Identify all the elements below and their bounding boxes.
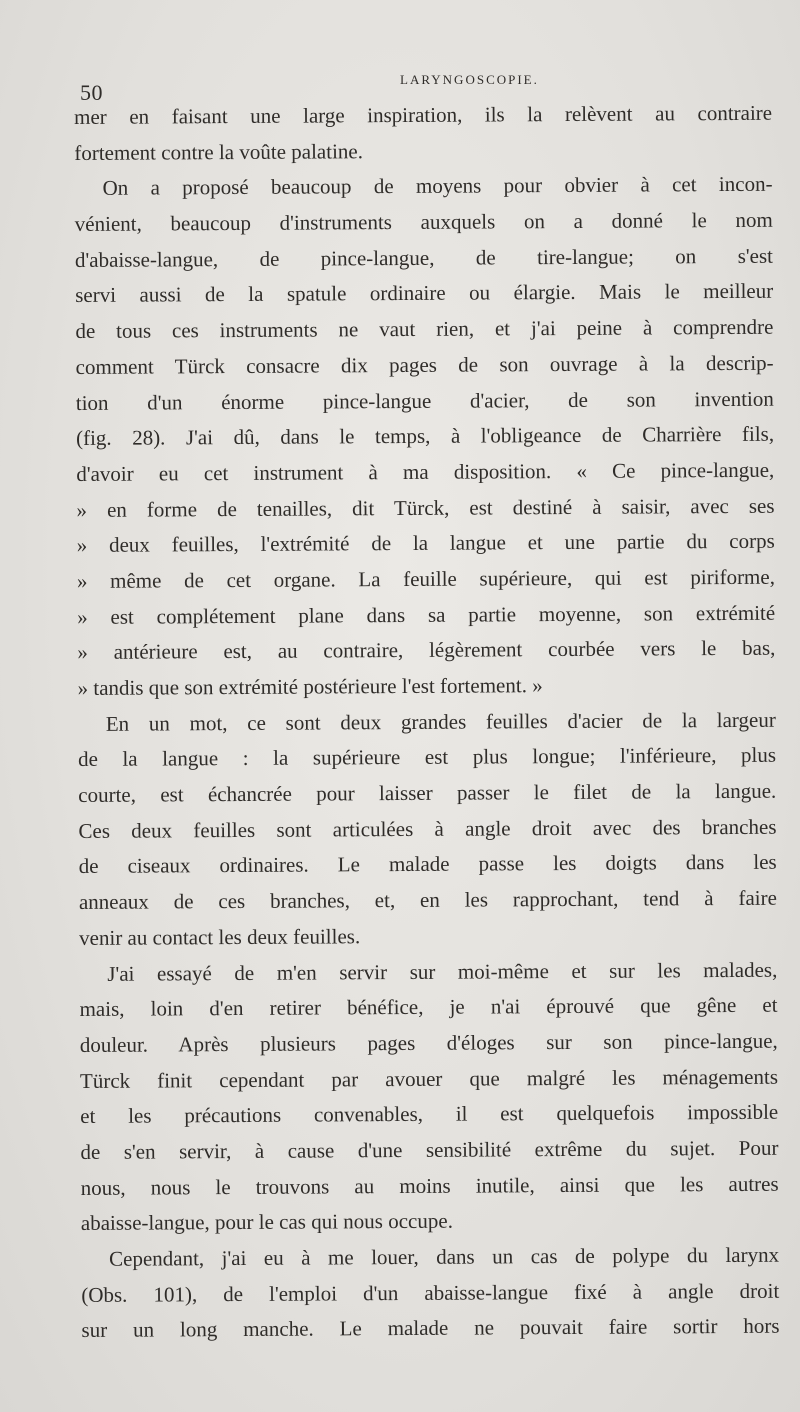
- text-line: » deux feuilles, l'extrémité de la langue et une partie du corps: [76, 528, 775, 558]
- text-line: abaisse-langue, pour le cas qui nous occupe.: [80, 1209, 453, 1236]
- text-line: » antérieure est, au contraire, légèrement courbée vers le bas,: [77, 636, 776, 665]
- running-head: LARYNGOSCOPIE.: [400, 72, 539, 87]
- text-line: d'abaisse-langue, de pince-langue, de tire-langue; on s'est: [74, 243, 774, 272]
- text-line: de tous ces instruments ne vaut rien, et j'ai peine à comprendre: [75, 314, 774, 344]
- text-line: et les précautions convenables, il est quelquefois impossible: [80, 1099, 779, 1129]
- text-line: de la langue : la supérieure est plus longue; l'inférieure, plus: [77, 743, 777, 772]
- text-line: mais, loin d'en retirer bénéfice, je n'ai éprouvé que gêne et: [79, 992, 778, 1022]
- text-line: » tandis que son extrémité postérieure l'est fortement. »: [77, 673, 543, 700]
- body-text: [74, 96, 780, 1349]
- text-line: de ciseaux ordinaires. Le malade passe les doigts dans les: [78, 850, 777, 879]
- text-line: nous, nous le trouvons au moins inutile, ainsi que les autres: [80, 1171, 779, 1200]
- text-line: comment Türck consacre dix pages de son ouvrage à la descrip-: [75, 350, 774, 379]
- text-line: servi aussi de la spatule ordinaire ou élargie. Mais le meilleur: [75, 279, 774, 308]
- text-line: mer en faisant une large inspiration, ils la relèvent au contraire: [74, 100, 773, 129]
- text-line: sur un long manche. Le malade ne pouvait faire sortir hors: [81, 1314, 780, 1343]
- text-line: anneaux de ces branches, et, en les rapprochant, tend à faire: [78, 885, 777, 915]
- text-line: venir au contact les deux feuilles.: [79, 924, 361, 950]
- text-line: On a proposé beaucoup de moyens pour obvier à cet incon-: [102, 172, 773, 201]
- text-line: vénient, beaucoup d'instruments auxquels on a donné le nom: [74, 207, 773, 237]
- text-line: J'ai essayé de m'en servir sur moi-même et sur les malades,: [107, 957, 778, 986]
- text-line: Türck finit cependant par avouer que malgré les ménagements: [79, 1064, 779, 1093]
- text-line: » est complétement plane dans sa partie moyenne, son extrémité: [77, 600, 776, 629]
- text-line: tion d'un énorme pince-langue d'acier, de son invention: [75, 386, 774, 415]
- text-line: (Obs. 101), de l'emploi d'un abaisse-langue fixé à angle droit: [81, 1278, 780, 1307]
- text-line: En un mot, ce sont deux grandes feuilles d'acier de la largeur: [105, 707, 776, 736]
- text-line: douleur. Après plusieurs pages d'éloges sur son pince-langue,: [79, 1028, 778, 1057]
- text-line: Ces deux feuilles sont articulées à angle droit avec des branches: [78, 814, 777, 843]
- text-line: » en forme de tenailles, dit Türck, est destiné à saisir, avec ses: [76, 493, 775, 522]
- page-number: 50: [80, 80, 103, 105]
- text-line: courte, est échancrée pour laisser passer le filet de la langue.: [78, 778, 777, 808]
- text-line: (fig. 28). J'ai dû, dans le temps, à l'obligeance de Charrière fils,: [75, 421, 775, 451]
- text-line: Cependant, j'ai eu à me louer, dans un cas de polype du larynx: [109, 1242, 780, 1271]
- text-line: » même de cet organe. La feuille supérieure, qui est piriforme,: [76, 564, 775, 593]
- text-line: fortement contre la voûte palatine.: [74, 138, 364, 165]
- text-line: d'avoir eu cet instrument à ma disposition. « Ce pince-langue,: [76, 457, 775, 486]
- text-line: de s'en servir, à cause d'une sensibilité extrême du sujet. Pour: [80, 1135, 779, 1164]
